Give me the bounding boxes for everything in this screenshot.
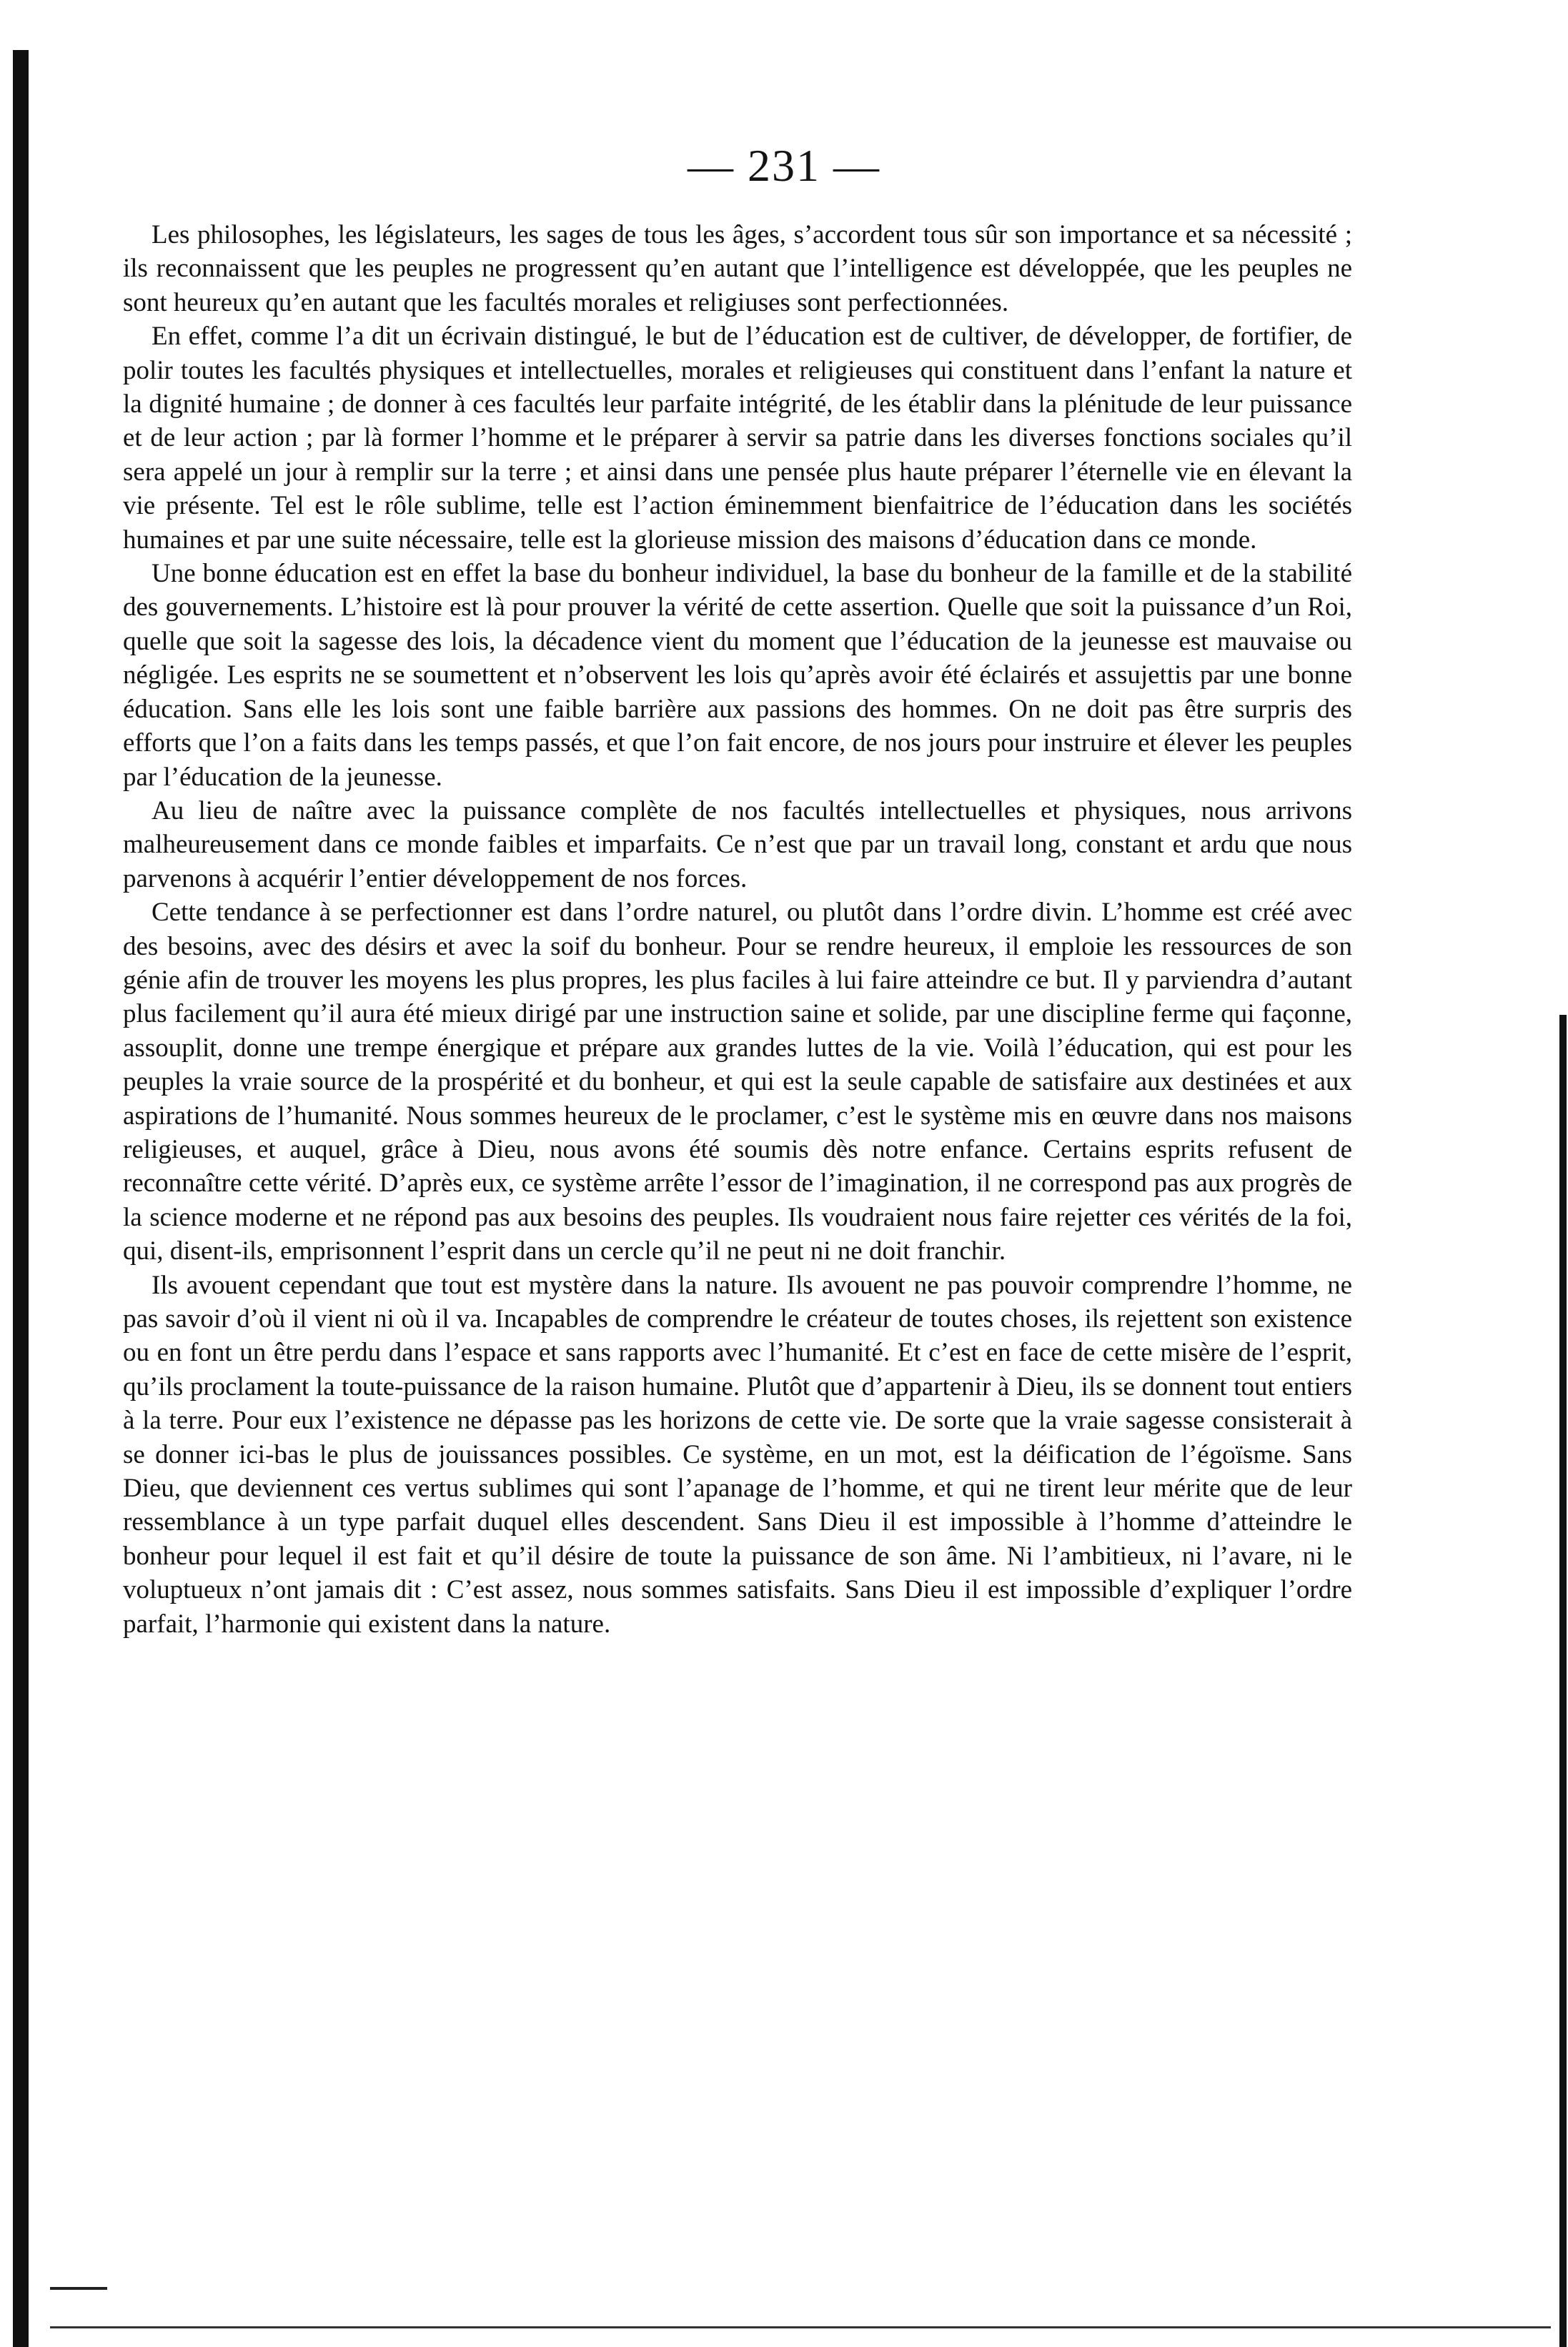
paragraph: Une bonne éducation est en effet la base du bonheur individuel, la base du bonheur de la famille et de la stabilité des gouvernements. L’histoire est là pour prouver la vérité de cette assertion. Quelle que soit la puissance d’un Roi, quelle que soit la sagesse des lois, la décadence vient du moment que l’éducation de la jeunesse est mauvaise ou négligée. Les esprits ne se soumettent et n’observent les lois qu’après avoir été éclairés et assujettis par une bonne éducation. Sans elle les lois sont une faible barrière aux passions des hommes. On ne doit pas être surpris des efforts que l’on a faits dans les temps passés, et que l’on fait encore, de nos jours pour instruire et élever les peuples par l’éducation de la jeunesse. bbox=[123, 559, 1352, 792]
scan-bottom-edge bbox=[50, 2326, 1551, 2328]
scan-right-edge bbox=[1559, 1015, 1567, 2347]
page-number: — 231 — bbox=[688, 140, 880, 191]
paragraph: Ils avouent cependant que tout est mystère dans la nature. Ils avouent ne pas pouvoir comprendre l’homme, ne pas savoir d’où il vient ni où il va. Incapables de comprendre le créateur de toutes choses, ils rejettent son existence ou en font un être perdu dans l’espace et sans rapports avec l’humanité. Et c’est en face de cette misère de l’esprit, qu’ils proclament la toute-puissance de la raison humaine. Plutôt que d’appartenir à Dieu, ils se donnent tout entiers à la terre. Pour eux l’existence ne dépasse pas les horizons de cette vie. De sorte que la vraie sagesse consisterait à se donner ici-bas le plus de jouissances possibles. Ce système, en un mot, est la déification de l’égoïsme. Sans Dieu, que deviennent ces vertus sublimes qui sont l’apanage de l’homme, et qui ne tirent leur mérite que de leur ressemblance à un type parfait duquel elles descendent. Sans Dieu il est impossible à l’homme d’atteindre le bonheur pour lequel il est fait et qu’il désire de toute la puissance de son âme. Ni l’ambitieux, ni l’avare, ni le voluptueux n’ont jamais dit : C’est assez, nous sommes satisfaits. Sans Dieu il est impossible d’expliquer l’ordre parfait, l’harmonie qui existent dans la nature. bbox=[123, 1270, 1352, 1639]
body-text bbox=[123, 218, 1352, 1641]
scan-left-mark bbox=[50, 2287, 107, 2290]
paragraph: En effet, comme l’a dit un écrivain distingué, le but de l’éducation est de cultiver, de développer, de fortifier, de polir toutes les facultés physiques et intellectuelles, morales et religieuses qui constituent dans l’enfant la nature et la dignité humaine ; de donner à ces facultés leur parfaite intégrité, de les établir dans la plénitude de leur puissance et de leur action ; par là former l’homme et le préparer à servir sa patrie dans les diverses fonctions sociales qu’il sera appelé un jour à remplir sur la terre ; et ainsi dans une pensée plus haute préparer l’éternelle vie en élevant la vie présente. Tel est le rôle sublime, telle est l’action éminemment bienfaitrice de l’éducation dans les sociétés humaines et par une suite nécessaire, telle est la glorieuse mission des maisons d’éducation dans ce monde. bbox=[123, 322, 1352, 555]
paragraph: Au lieu de naître avec la puissance complète de nos facultés intellectuelles et physiques, nous arrivons malheureusement dans ce monde faibles et imparfaits. Ce n’est que par un travail long, constant et ardu que nous parvenons à acquérir l’entier développement de nos forces. bbox=[123, 795, 1352, 893]
scan-left-edge bbox=[13, 50, 29, 2347]
paragraph: Les philosophes, les législateurs, les sages de tous les âges, s’accordent tous sûr son importance et sa nécessité ; ils reconnaissent que les peuples ne progressent qu’en autant que l’intelligence est développée, que les peuples ne sont heureux qu’en autant que les facultés morales et religiuses sont perfectionnées. bbox=[123, 220, 1352, 317]
paragraph: Cette tendance à se perfectionner est dans l’ordre naturel, ou plutôt dans l’ordre divin. L’homme est créé avec des besoins, avec des désirs et avec la soif du bonheur. Pour se rendre heureux, il emploie les ressources de son génie afin de trouver les moyens les plus propres, les plus faciles à lui faire atteindre ce but. Il y parviendra d’autant plus facilement qu’il aura été mieux dirigé par une instruction saine et solide, par une discipline ferme qui façonne, assouplit, donne une trempe énergique et prépare aux grandes luttes de la vie. Voilà l’éducation, qui est pour les peuples la vraie source de la prospérité et du bonheur, et qui est la seule capable de satisfaire aux destinées et aux aspirations de l’humanité. Nous sommes heureux de le proclamer, c’est le système mis en œuvre dans nos maisons religieuses, et auquel, grâce à Dieu, nous avons été soumis dès notre enfance. Certains esprits refusent de reconnaître cette vérité. D’après eux, ce système arrête l’essor de l’imagination, il ne correspond pas aux progrès de la science moderne et ne répond pas aux besoins des peuples. Ils voudraient nous faire rejetter ces vérités de la foi, qui, disent-ils, emprisonnent l’esprit dans un cercle qu’il ne peut ni ne doit franchir. bbox=[123, 898, 1352, 1266]
